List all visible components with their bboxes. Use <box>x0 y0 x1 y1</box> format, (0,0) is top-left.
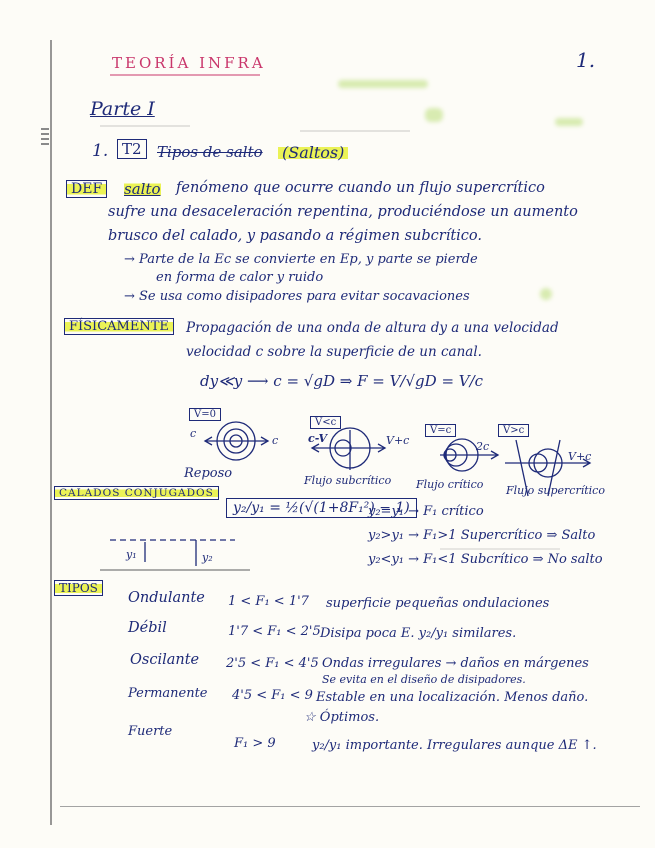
case-box-critical: V=c <box>425 424 456 437</box>
jump-type-desc: Estable en una localización. Menos daño. <box>316 690 589 705</box>
case-arrow-label: 2c <box>476 440 490 453</box>
def-bullet: → Parte de la Ec se convierte en Ep, y parte se pierde <box>124 252 478 267</box>
jump-type-range: 1 < F₁ < 1'7 <box>228 594 309 609</box>
jump-type-name: Débil <box>128 620 167 636</box>
page-number: 1. <box>576 48 596 72</box>
calados-result: y₂<y₁ → F₁<1 Subcrítico ⇒ No salto <box>368 552 603 567</box>
def-line: fenómeno que ocurre cuando un flujo supercrítico <box>176 180 545 196</box>
section-number: 1. <box>92 141 109 161</box>
celerity-formula: dy≪y ⟶ c = √gD ⇒ F = V/√gD = V/c <box>200 372 484 390</box>
jump-type-name: Permanente <box>128 686 208 701</box>
jump-type-desc: superficie pequeñas ondulaciones <box>326 596 550 611</box>
bottom-rule <box>60 806 640 807</box>
fisicamente-line: Propagación de una onda de altura dy a una velocidad <box>186 320 559 336</box>
def-line: sufre una desaceleración repentina, produciéndose un aumento <box>108 204 578 220</box>
fisicamente-label: FÍSICAMENTE <box>64 318 174 335</box>
jump-type-range: F₁ > 9 <box>234 736 276 751</box>
def-bullet-continued: en forma de calor y ruido <box>156 270 324 285</box>
def-bullet: → Se usa como disipadores para evitar socavaciones <box>124 289 470 304</box>
case-arrow-label: V+c <box>568 450 592 463</box>
jump-type-name: Oscilante <box>130 652 200 668</box>
case-box-supercritical: V>c <box>498 424 529 437</box>
case-box-subcritical: V<c <box>310 416 341 429</box>
jump-type-desc: y₂/y₁ importante. Irregulares aunque ΔE ↑. <box>312 738 597 753</box>
jump-type-desc: Ondas irregulares → daños en márgenes <box>322 656 589 671</box>
case-arrow-label: c-V <box>308 432 327 445</box>
sketch-label-y1: y₁ <box>126 548 137 561</box>
jump-type-name: Fuerte <box>128 724 173 739</box>
jump-type-range: 2'5 < F₁ < 4'5 <box>226 656 319 671</box>
case-caption: Flujo crítico <box>416 478 484 491</box>
calados-label: CALADOS CONJUGADOS <box>54 486 219 500</box>
sketch-label-y2: y₂ <box>202 551 213 564</box>
calados-result: y₂>y₁ → F₁>1 Supercrítico ⇒ Salto <box>368 528 596 543</box>
jump-type-desc-continued: ☆ Óptimos. <box>304 710 380 725</box>
tipos-label: TIPOS <box>54 580 103 596</box>
section-title: (Saltos) <box>278 143 348 162</box>
case-arrow-label: c <box>190 427 197 440</box>
case-caption: Reposo <box>184 466 233 481</box>
jump-type-range: 1'7 < F₁ < 2'5 <box>228 624 321 639</box>
section-tag: T2 <box>117 139 147 159</box>
conjugate-depth-formula: y₂/y₁ = ½(√(1+8F₁²) − 1) <box>226 498 417 518</box>
calados-result: y₂=y₁ → F₁ crítico <box>368 504 484 519</box>
jump-type-desc: Disipa poca E. y₂/y₁ similares. <box>320 626 517 641</box>
jump-type-desc-continued: Se evita en el diseño de disipadores. <box>322 673 526 686</box>
jump-type-name: Ondulante <box>128 590 205 606</box>
page-title: TEORÍA INFRA <box>112 54 266 72</box>
case-box-rest: V=0 <box>189 408 221 421</box>
def-label: DEF <box>66 180 107 198</box>
def-line: brusco del calado, y pasando a régimen subcrítico. <box>108 228 482 244</box>
fisicamente-line: velocidad c sobre la superficie de un canal. <box>186 344 482 360</box>
case-caption: Flujo subcrítico <box>304 474 392 487</box>
struck-section-title: Tipos de salto <box>157 143 263 161</box>
def-term: salto <box>124 180 161 198</box>
case-arrow-label: V+c <box>386 434 410 447</box>
case-arrow-label: c <box>272 434 279 447</box>
jump-type-range: 4'5 < F₁ < 9 <box>232 688 313 703</box>
part-heading: Parte I <box>90 98 155 120</box>
case-caption: Flujo supercrítico <box>506 484 605 497</box>
